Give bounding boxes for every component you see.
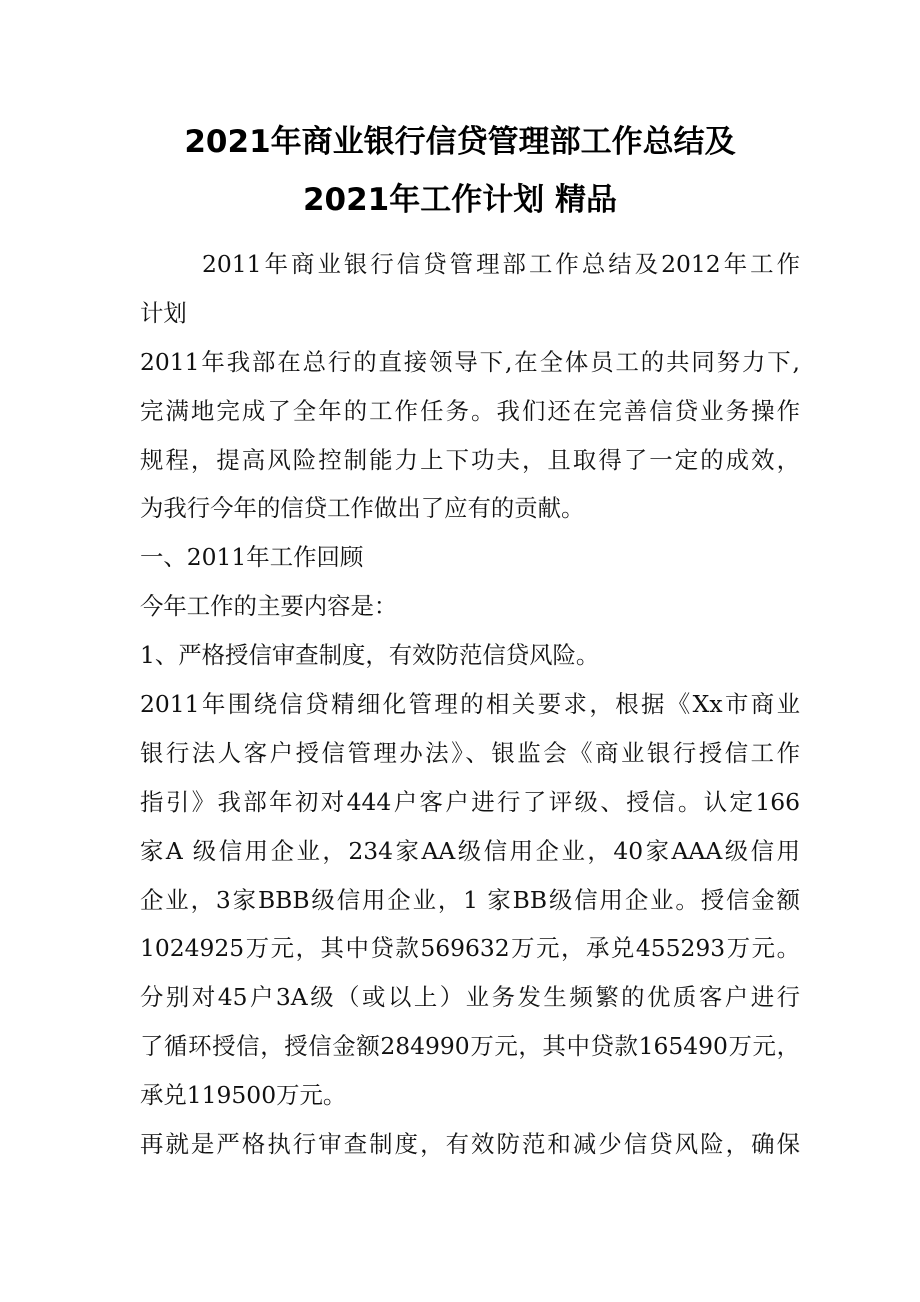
body-line: 计划 <box>140 298 187 327</box>
body-line: 家A 级信用企业，234家AA级信用企业，40家AAA级信用 <box>140 836 800 865</box>
section-heading: 一、2011年工作回顾 <box>140 543 364 572</box>
body-line: 指引》我部年初对444户客户进行了评级、授信。认定166 <box>140 787 800 816</box>
body-line: 2011年商业银行信贷管理部工作总结及2012年工作 <box>202 250 800 278</box>
body-line: 完满地完成了全年的工作任务。我们还在完善信贷业务操作 <box>140 396 800 425</box>
subsection-heading: 1、严格授信审查制度，有效防范信贷风险。 <box>140 641 600 670</box>
body-line: 2011年我部在总行的直接领导下,在全体员工的共同努力下, <box>140 347 800 376</box>
document-title-line-2: 2021年工作计划 精品 <box>302 182 618 218</box>
body-line: 了循环授信，授信金额284990万元，其中贷款165490万元， <box>140 1032 800 1061</box>
body-line: 承兑119500万元。 <box>140 1081 347 1110</box>
body-line: 企业，3家BBB级信用企业，1 家BB级信用企业。授信金额 <box>140 885 800 914</box>
body-line: 2011年围绕信贷精细化管理的相关要求，根据《Xx市商业 <box>140 690 800 719</box>
body-line: 分别对45户3A级（或以上）业务发生频繁的优质客户进行 <box>140 983 800 1012</box>
document-title-line-1: 2021年商业银行信贷管理部工作总结及 <box>184 124 736 160</box>
body-line: 银行法人客户授信管理办法》、银监会《商业银行授信工作 <box>140 738 800 767</box>
body-line: 为我行今年的信贷工作做出了应有的贡献。 <box>140 494 585 523</box>
body-line: 再就是严格执行审查制度，有效防范和减少信贷风险，确保 <box>140 1130 800 1159</box>
document-body <box>140 240 800 1169</box>
body-line: 规程，提高风险控制能力上下功夫，且取得了一定的成效， <box>140 445 800 474</box>
body-line: 1024925万元，其中贷款569632万元，承兑455293万元。 <box>140 934 800 963</box>
body-line: 今年工作的主要内容是： <box>140 592 398 621</box>
